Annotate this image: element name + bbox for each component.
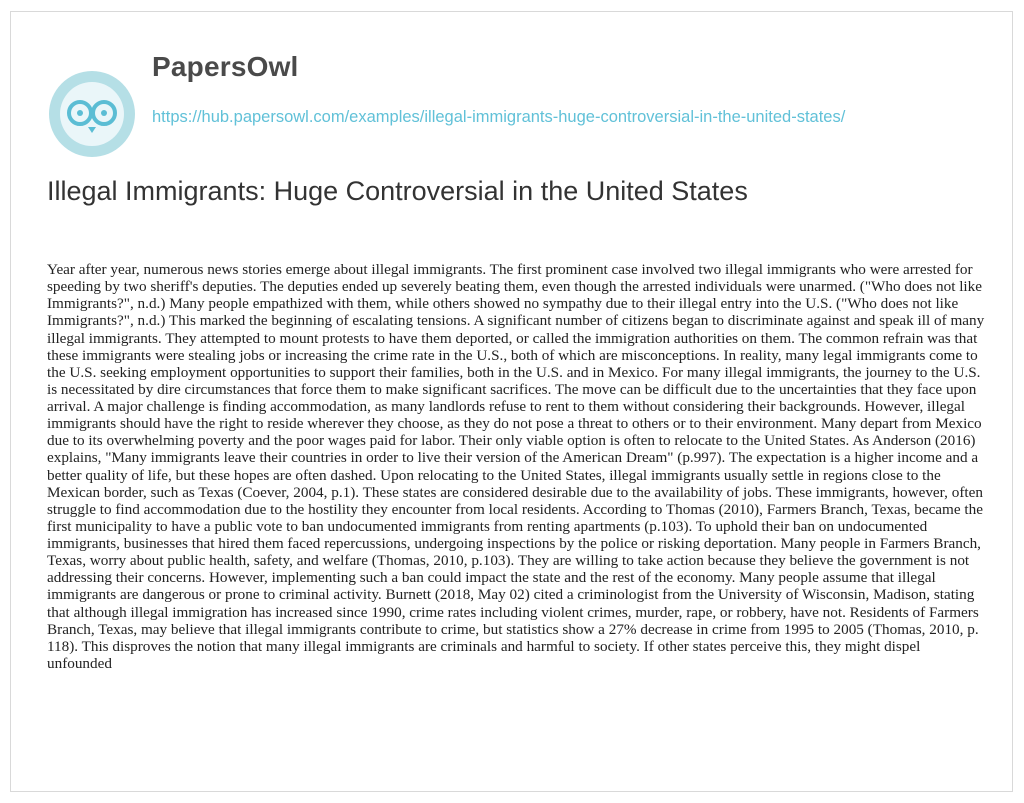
article-url-link[interactable]: https://hub.papersowl.com/examples/illegal-immigrants-huge-controversial-in-the-united-states/ [152,108,846,126]
brand-name[interactable]: PapersOwl [152,51,299,82]
owl-logo-icon[interactable] [47,69,137,159]
article-body: Year after year, numerous news stories emerge about illegal immigrants. The first prominent case involved two illegal immigrants who were arrested for speeding by two sheriff's deputies. The deputies ended up severely beating them, even though the arrested individuals were unarmed. ("Who does not like Immigrants?", n.d.) Many people empathized with them, while others showed no sympathy due to their illegal entry into the U.S. ("Who does not like Immigrants?", n.d.) This marked the beginning of escalating tensions. A significant number of citizens began to discriminate against and speak ill of many illegal immigrants. They attempted to mount protests to have them deported, or called the immigration authorities on them. The common refrain was that these immigrants were stealing jobs or increasing the crime rate in the U.S., both of which are misconceptions. In reality, many legal immigrants come to the U.S. seeking employment opportunities to support their families, both in the U.S. and in Mexico. For many illegal immigrants, the journey to the U.S. is necessitated by dire circumstances that force them to make significant sacrifices. The move can be difficult due to the uncertainties that they face upon arrival. A major challenge is finding accommodation, as many landlords refuse to rent to them without considering their backgrounds. However, illegal immigrants should have the right to reside wherever they choose, as they do not pose a threat to others or to their environment. Many depart from Mexico due to its overwhelming poverty and the poor wages paid for labor. Their only viable option is often to relocate to the United States. As Anderson (2016) explains, "Many immigrants leave their countries in order to live their version of the American Dream" (p.997). The expectation is a higher income and a better quality of life, but these hopes are often dashed. Upon relocating to the United States, illegal immigrants usually settle in regions close to the Mexican border, such as Texas (Coever, 2004, p.1). These states are considered desirable due to the availability of jobs. These immigrants, however, often struggle to find accommodation due to the hostility they encounter from local residents. According to Thomas (2010), Farmers Branch, Texas, became the first municipality to have a public vote to ban undocumented immigrants from renting apartments (p.103). To uphold their ban on undocumented immigrants, businesses that hired them faced repercussions, undergoing inspections by the police or risking deportation. Many people in Farmers Branch, Texas, worry about public health, safety, and welfare (Thomas, 2010, p.103). They are willing to take action because they believe the government is not addressing their concerns. However, implementing such a ban could impact the state and the rest of the economy. Many people assume that illegal immigrants are dangerous or prone to criminal activity. Burnett (2018, May 02) cited a criminologist from the University of Wisconsin, Madison, stating that although illegal immigration has increased since 1990, crime rates including violent crimes, murder, rape, or robbery, have not. Residents of Farmers Branch, Texas, may believe that illegal immigrants contribute to crime, but statistics show a 27% decrease in crime from 1995 to 2005 (Thomas, 2010, p. 118). This disproves the notion that many illegal immigrants are criminals and harmful to society. If other states perceive this, they might dispel unfounded [47,261,985,672]
site-header [47,51,997,153]
article-title: Illegal Immigrants: Huge Controversial in the United States [47,176,748,206]
